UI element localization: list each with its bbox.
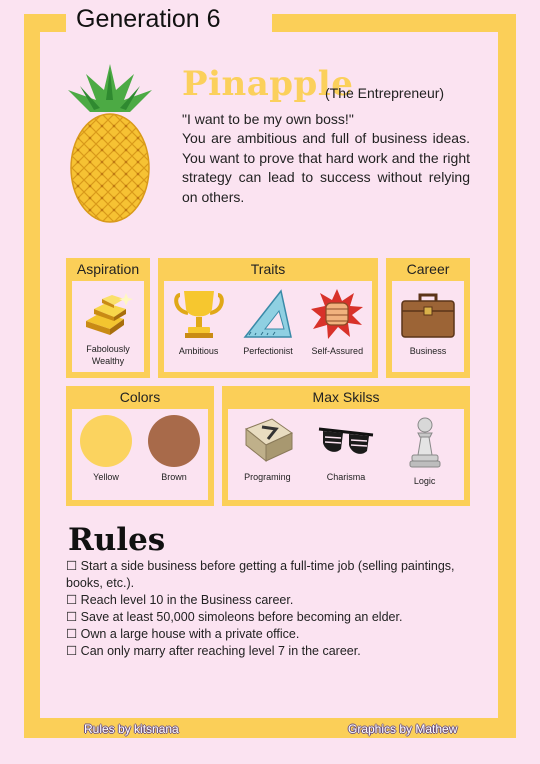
career-label: Business (409, 346, 447, 356)
skills-title: Max Skilss (312, 389, 380, 405)
fist-icon (310, 287, 364, 341)
trait-label: Self-Assured (311, 346, 364, 356)
pineapple-icon (60, 60, 160, 225)
skill-label: Programing (244, 472, 291, 482)
trait-item (236, 281, 300, 357)
character-role: (The Entrepreneur) (325, 85, 445, 101)
chess-pawn-icon (396, 415, 454, 471)
skill-item (314, 409, 378, 483)
set-square-icon (241, 287, 295, 341)
career-title: Career (406, 261, 450, 277)
color-label: Brown (161, 472, 187, 482)
aspiration-label: Fabolously Wealthy (86, 344, 130, 366)
rules-list (66, 558, 470, 660)
trait-label: Perfectionist (243, 346, 293, 356)
trophy-icon (172, 287, 226, 341)
rule-item: ☐ Start a side business before getting a full-time job (selling paintings, books, etc.). (66, 559, 455, 590)
traits-title: Traits (250, 261, 286, 277)
trait-item (167, 281, 231, 357)
briefcase-icon (398, 287, 458, 341)
trait-item (305, 281, 369, 357)
trait-label: Ambitious (178, 346, 219, 356)
rule-item: ☐ Own a large house with a private office. (66, 627, 300, 641)
skill-item (235, 409, 299, 483)
color-label: Yellow (93, 472, 119, 482)
sunglasses-icon (317, 415, 375, 467)
aspiration-item (76, 281, 140, 367)
aspiration-card (66, 258, 150, 378)
color-item (74, 409, 138, 483)
skills-card (222, 386, 470, 506)
graphics-credit: Graphics by Mathew (348, 722, 458, 736)
rule-item: ☐ Can only marry after reaching level 7 in the career. (66, 644, 361, 658)
skill-label: Logic (413, 476, 436, 486)
color-item (142, 409, 206, 483)
character-name: Pinapple (182, 64, 354, 104)
traits-card (158, 258, 378, 378)
rules-title: Rules (68, 522, 166, 558)
gold-bars-icon (80, 287, 136, 339)
generation-title: Generation 6 (76, 5, 221, 33)
rules-credit: Rules by kitsnana (84, 722, 179, 736)
brown-swatch (148, 415, 200, 467)
career-item (396, 281, 460, 357)
character-quote: "I want to be my own boss!" (182, 111, 354, 127)
career-card (386, 258, 470, 378)
character-description: You are ambitious and full of business ideas. You want to prove that hard work and the right strategy can lead to success without relying on others. (182, 130, 470, 205)
yellow-swatch (80, 415, 132, 467)
skill-label: Charisma (326, 472, 366, 482)
rule-item: ☐ Save at least 50,000 simoleons before becoming an elder. (66, 610, 403, 624)
aspiration-title: Aspiration (76, 261, 140, 277)
keycap-icon (238, 415, 296, 467)
skill-item (393, 409, 457, 487)
colors-card (66, 386, 214, 506)
colors-title: Colors (119, 389, 161, 405)
rule-item: ☐ Reach level 10 in the Business career. (66, 593, 294, 607)
